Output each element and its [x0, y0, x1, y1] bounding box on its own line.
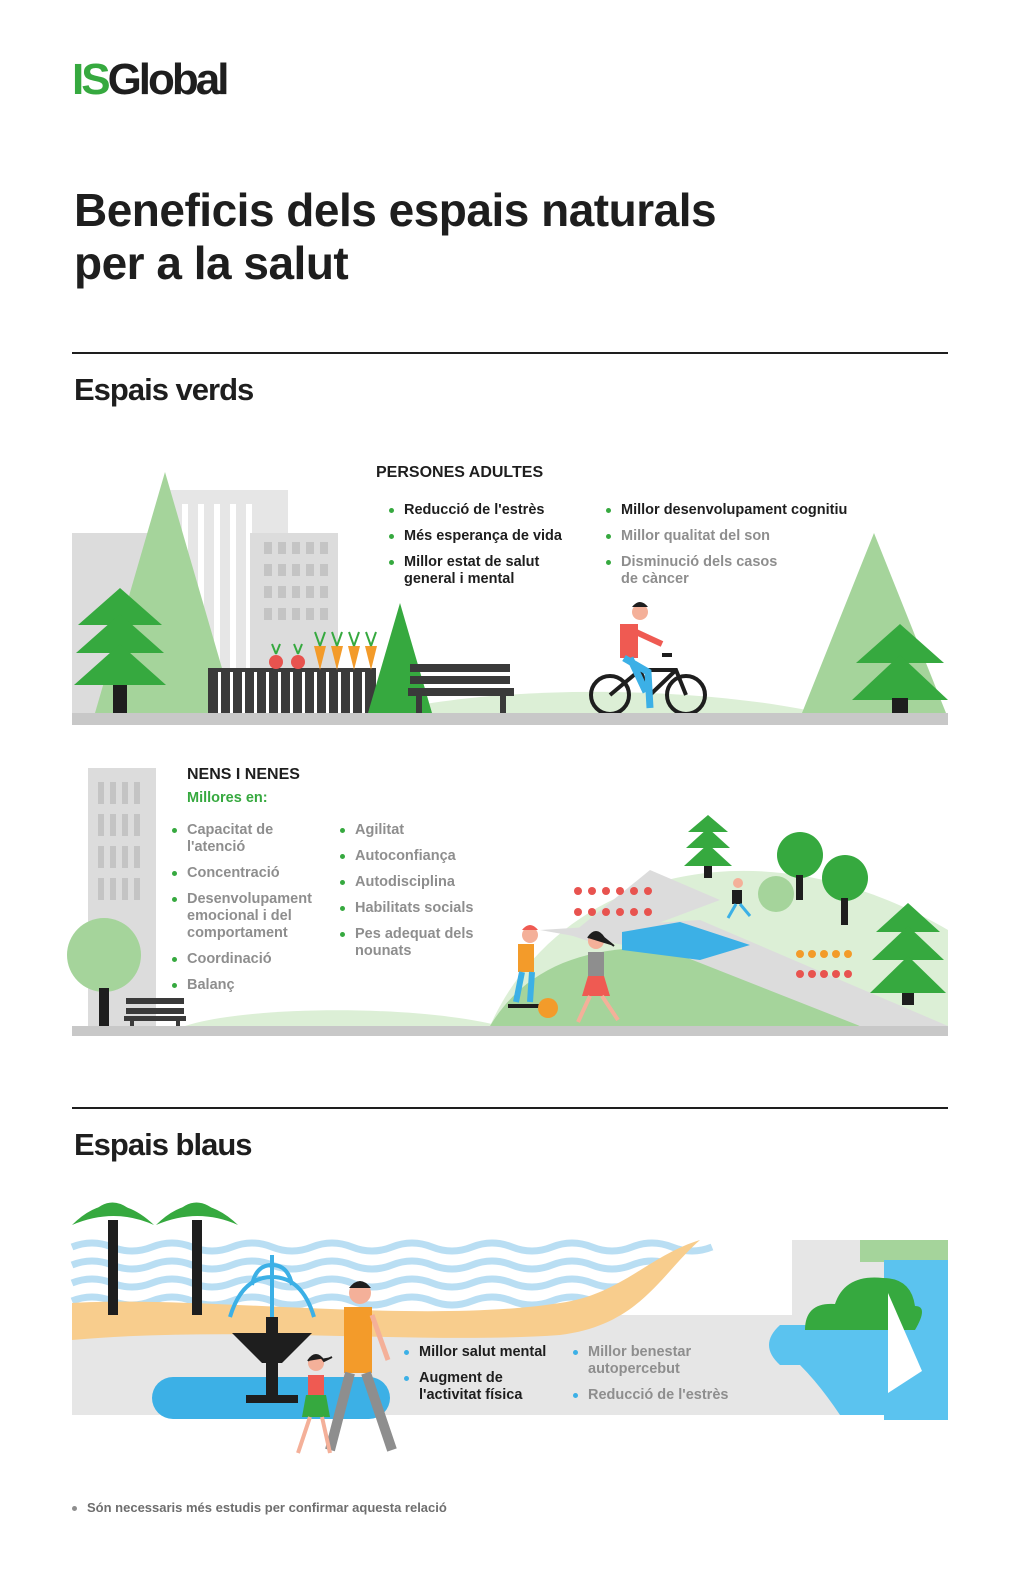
list-item: Desenvolupament emocional i del comportament: [172, 891, 332, 942]
children-park-illustration: [0, 760, 1024, 1050]
adults-benefits: [376, 464, 543, 482]
list-item: Més esperança de vida: [389, 528, 579, 545]
list-item: Pes adequat dels nounats: [340, 926, 485, 960]
children-list-2: [340, 822, 490, 969]
title-line-2: per a la salut: [74, 237, 349, 289]
list-item: Millor salut mental: [404, 1344, 564, 1361]
list-item: Reducció de l'estrès: [389, 502, 579, 519]
divider-blue: [72, 1107, 948, 1109]
list-item: Millor benestar autopercebut: [573, 1344, 718, 1378]
isglobal-logo: [72, 56, 226, 104]
children-benefits: [187, 766, 300, 806]
footnote: Són necessaris més estudis per confirmar aquesta relació: [72, 1500, 447, 1515]
ball: [538, 998, 558, 1018]
list-item: Millor qualitat del son: [606, 528, 886, 545]
adults-heading: PERSONES ADULTES: [376, 464, 544, 481]
list-item: Reducció de l'estrès: [573, 1387, 748, 1404]
list-item: Disminució dels casos de càncer: [606, 554, 796, 588]
list-item: Agilitat: [340, 822, 490, 839]
list-item: Balanç: [172, 977, 332, 994]
adults-list-1: [389, 502, 579, 597]
ground-strip-children: [72, 1026, 948, 1036]
list-item: Autoconfiança: [340, 848, 490, 865]
logo-is: IS: [72, 55, 108, 104]
children-heading: NENS I NENES: [187, 766, 300, 783]
children-subheading: Millores en:: [187, 790, 268, 806]
list-item: Capacitat de l'atenció: [172, 822, 297, 856]
list-item: Millor estat de salut general i mental: [389, 554, 579, 588]
list-item: Coordinació: [172, 951, 332, 968]
green-spaces-heading: Espais verds: [74, 372, 254, 407]
divider-top: [72, 352, 948, 354]
title-line-1: Beneficis dels espais naturals: [74, 184, 717, 236]
list-item: Augment de l'activitat física: [404, 1370, 539, 1404]
list-item: Habilitats socials: [340, 900, 490, 917]
list-item: Autodisciplina: [340, 874, 490, 891]
blue-list-2: [573, 1344, 748, 1413]
round-tree-left: [67, 918, 141, 992]
list-item: Millor desenvolupament cognitiu: [606, 502, 886, 519]
list-item: Concentració: [172, 865, 332, 882]
blue-spaces-heading: Espais blaus: [74, 1127, 252, 1162]
ground-strip: [72, 713, 948, 725]
garden-fence: [208, 668, 376, 713]
page-title: [74, 184, 716, 290]
children-list-1: [172, 822, 332, 1003]
blue-list-1: [404, 1344, 564, 1413]
logo-global: Global: [107, 55, 227, 104]
small-tree: [368, 603, 432, 713]
adults-list-2: [606, 502, 886, 597]
beach-illustration: [0, 1185, 1024, 1475]
